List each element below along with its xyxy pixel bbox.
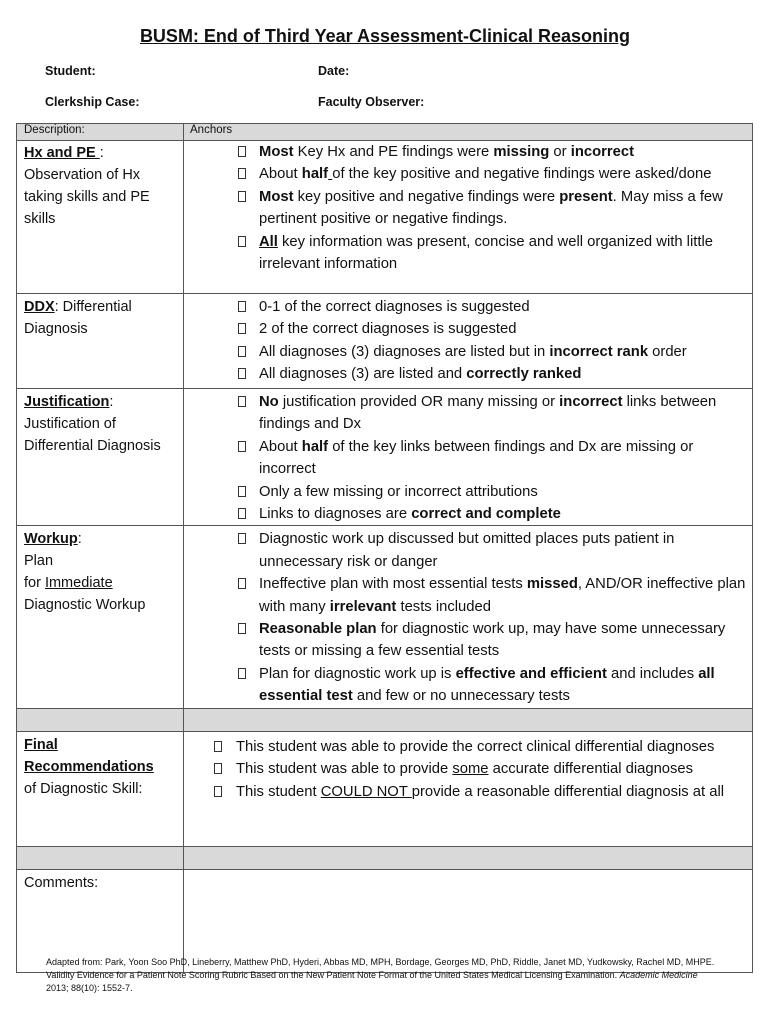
list-item: All diagnoses (3) diagnoses are listed but in incorrect rank order bbox=[184, 341, 752, 363]
justification-anchors bbox=[184, 389, 752, 525]
checkbox[interactable] bbox=[238, 368, 246, 379]
list-item: All diagnoses (3) are listed and correctly ranked bbox=[184, 363, 752, 385]
hx-pe-text: Observation of Hx taking skills and PE skills bbox=[24, 167, 150, 227]
description-header: Description: bbox=[17, 124, 184, 141]
list-item: This student was able to provide some accurate differential diagnoses bbox=[184, 758, 752, 780]
workup-anchors bbox=[184, 526, 752, 707]
separator-row bbox=[17, 846, 753, 869]
hx-pe-row bbox=[17, 141, 753, 294]
final-recommendations-anchors bbox=[184, 732, 752, 803]
anchors-header: Anchors bbox=[184, 124, 753, 141]
list-item: This student was able to provide the correct clinical differential diagnoses bbox=[184, 736, 752, 758]
checkbox[interactable] bbox=[238, 533, 246, 544]
final-recommendations-description: Final Recommendations of Diagnostic Skill: bbox=[24, 736, 154, 797]
citation-footer: Adapted from: Park, Yoon Soo PhD, Lineberry, Matthew PhD, Hyderi, Abbas MD, MPH, Bordage, Georges MD, PhD, Riddle, Janet MD, Yudkowsky, Rachel MD, MHPE. Validity Evidence for a Patient Note Scoring Rubric Based on the New Patient Note Format of the United States Medical Licensing Examination. Academic Medicine 2013; 88(10): 1552-7. bbox=[46, 957, 715, 993]
hx-pe-label: Hx and PE bbox=[24, 145, 100, 161]
checkbox[interactable] bbox=[238, 623, 246, 634]
checkbox[interactable] bbox=[238, 668, 246, 679]
list-item: No justification provided OR many missing or incorrect links between findings and Dx bbox=[184, 391, 752, 436]
assessment-rubric-table bbox=[16, 123, 753, 973]
list-item: About half of the key positive and negative findings were asked/done bbox=[184, 163, 752, 185]
student-label: Student: bbox=[45, 64, 96, 78]
checkbox[interactable] bbox=[238, 396, 246, 407]
checkbox[interactable] bbox=[238, 236, 246, 247]
comments-label: Comments: bbox=[24, 874, 99, 891]
ddx-label: DDX bbox=[24, 299, 55, 315]
hx-pe-description: Hx and PE : Observation of Hx taking skills and PE skills bbox=[24, 145, 150, 227]
ddx-description: DDX: Differential Diagnosis bbox=[24, 299, 132, 337]
checkbox[interactable] bbox=[238, 301, 246, 312]
justification-row bbox=[17, 389, 753, 526]
checkbox[interactable] bbox=[238, 441, 246, 452]
checkbox[interactable] bbox=[238, 486, 246, 497]
separator-row bbox=[17, 708, 753, 731]
list-item: Only a few missing or incorrect attributions bbox=[184, 481, 752, 503]
table-header-row bbox=[17, 124, 753, 141]
list-item: 0-1 of the correct diagnoses is suggested bbox=[184, 296, 752, 318]
workup-label: Workup bbox=[24, 531, 78, 548]
clerkship-case-label: Clerkship Case: bbox=[45, 95, 140, 109]
list-item: Most Key Hx and PE findings were missing or incorrect bbox=[184, 141, 752, 163]
final-recommendations-row bbox=[17, 731, 753, 846]
ddx-row bbox=[17, 294, 753, 389]
list-item: Ineffective plan with most essential tests missed, AND/OR ineffective plan with many irrelevant tests included bbox=[184, 573, 752, 618]
list-item: Plan for diagnostic work up is effective and efficient and includes all essential test and few or no unnecessary tests bbox=[184, 663, 752, 708]
checkbox[interactable] bbox=[238, 191, 246, 202]
checkbox[interactable] bbox=[238, 168, 246, 179]
list-item: About half of the key links between findings and Dx are missing or incorrect bbox=[184, 436, 752, 481]
checkbox[interactable] bbox=[214, 786, 222, 797]
hx-pe-anchors bbox=[184, 141, 752, 275]
date-label: Date: bbox=[318, 64, 350, 78]
checkbox[interactable] bbox=[238, 578, 246, 589]
checkbox[interactable] bbox=[214, 763, 222, 774]
justification-label: Justification bbox=[24, 394, 110, 410]
workup-row bbox=[17, 526, 753, 708]
faculty-observer-label: Faculty Observer: bbox=[318, 95, 425, 109]
checkbox[interactable] bbox=[238, 323, 246, 334]
list-item: Reasonable plan for diagnostic work up, may have some unnecessary tests or missing a few essential tests bbox=[184, 618, 752, 663]
list-item: All key information was present, concise and well organized with little irrelevant information bbox=[184, 231, 752, 276]
page-title: BUSM: End of Third Year Assessment-Clinical Reasoning bbox=[139, 26, 631, 46]
workup-description: Workup: Plan for Immediate Diagnostic Workup bbox=[24, 531, 146, 614]
checkbox[interactable] bbox=[214, 741, 222, 752]
list-item: Diagnostic work up discussed but omitted places puts patient in unnecessary risk or danger bbox=[184, 528, 752, 573]
list-item: This student COULD NOT provide a reasonable differential diagnosis at all bbox=[184, 781, 752, 803]
checkbox[interactable] bbox=[238, 146, 246, 157]
justification-text: Justification of Differential Diagnosis bbox=[24, 416, 161, 454]
checkbox[interactable] bbox=[238, 346, 246, 357]
list-item: Most key positive and negative findings were present. May miss a few pertinent positive or negative findings. bbox=[184, 186, 752, 231]
list-item: Links to diagnoses are correct and complete bbox=[184, 503, 752, 525]
ddx-anchors bbox=[184, 294, 752, 386]
checkbox[interactable] bbox=[238, 508, 246, 519]
list-item: 2 of the correct diagnoses is suggested bbox=[184, 318, 752, 340]
justification-description: Justification: Justification of Differential Diagnosis bbox=[24, 394, 161, 454]
